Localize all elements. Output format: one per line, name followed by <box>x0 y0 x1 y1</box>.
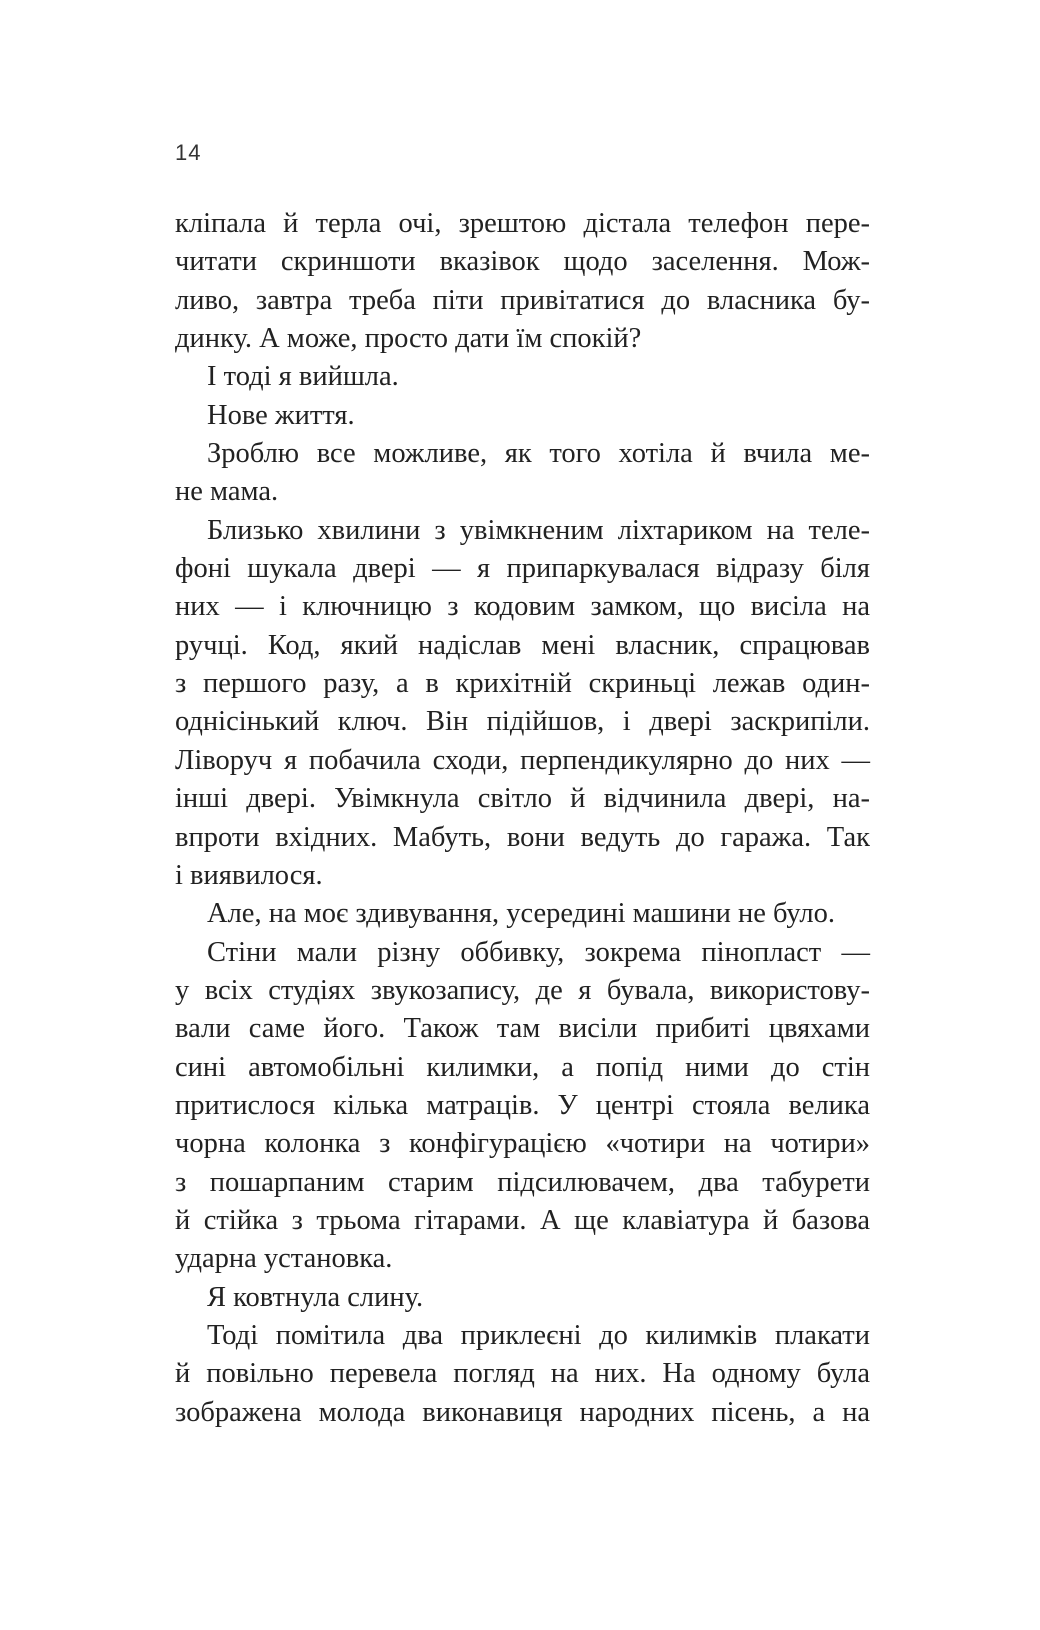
text-line: Нове життя. <box>207 399 355 431</box>
text-line: й стійка з трьома гітарами. А ще клавіатура й базова <box>175 1204 870 1236</box>
text-line: Стіни мали різну оббивку, зокрема пінопласт — <box>207 936 870 968</box>
text-line: сині автомобільні килимки, а попід ними до стін <box>175 1051 870 1083</box>
text-line: читати скриншоти вказівок щодо заселення. Мож- <box>175 246 870 278</box>
text-line: Зроблю все можливе, як того хотіла й вчила ме- <box>207 438 870 470</box>
page-number: 14 <box>175 140 202 165</box>
text-line: з першого разу, а в крихітній скриньці лежав один- <box>175 668 870 700</box>
body-text <box>175 205 870 1432</box>
text-line: інші двері. Увімкнула світло й відчинила двері, на- <box>175 783 870 815</box>
text-line: й повільно перевела погляд на них. На одному була <box>175 1358 870 1390</box>
text-line: фоні шукала двері — я припаркувалася відразу біля <box>175 553 870 585</box>
text-line: не мама. <box>175 476 279 508</box>
text-line: І тоді я вийшла. <box>207 361 399 393</box>
text-line: Близько хвилини з увімкненим ліхтариком на теле- <box>207 514 870 546</box>
text-line: динку. А може, просто дати їм спокій? <box>175 323 642 355</box>
text-line: Ліворуч я побачила сходи, перпендикулярно до них — <box>175 744 870 776</box>
text-line: у всіх студіях звукозапису, де я бувала, використову- <box>175 974 870 1006</box>
text-line: Але, на моє здивування, усередині машини не було. <box>207 898 836 930</box>
text-line: ливо, завтра треба піти привітатися до власника бу- <box>175 284 870 316</box>
text-line: впроти вхідних. Мабуть, вони ведуть до гаража. Так <box>175 821 870 853</box>
text-line: кліпала й терла очі, зрештою дістала телефон пере- <box>175 208 870 239</box>
text-line: них — і ключницю з кодовим замком, що висіла на <box>175 591 870 623</box>
text-line: Тоді помітила два приклеєні до килимків плакати <box>207 1319 870 1351</box>
text-line: однісінький ключ. Він підійшов, і двері заскрипіли. <box>175 706 870 738</box>
text-line: зображена молода виконавиця народних пісень, а на <box>175 1396 870 1428</box>
text-line: ударна установка. <box>175 1243 393 1275</box>
text-line: з пошарпаним старим підсилювачем, два табурети <box>175 1166 870 1198</box>
text-line: чорна колонка з конфігурацією «чотири на чотири» <box>175 1128 870 1160</box>
text-line: вали саме його. Також там висіли прибиті цвяхами <box>175 1013 870 1045</box>
text-line: ручці. Код, який надіслав мені власник, спрацював <box>175 629 870 661</box>
text-line: Я ковтнула слину. <box>207 1281 424 1313</box>
text-line: і виявилося. <box>175 859 323 891</box>
text-line: притислося кілька матраців. У центрі стояла велика <box>175 1089 870 1121</box>
